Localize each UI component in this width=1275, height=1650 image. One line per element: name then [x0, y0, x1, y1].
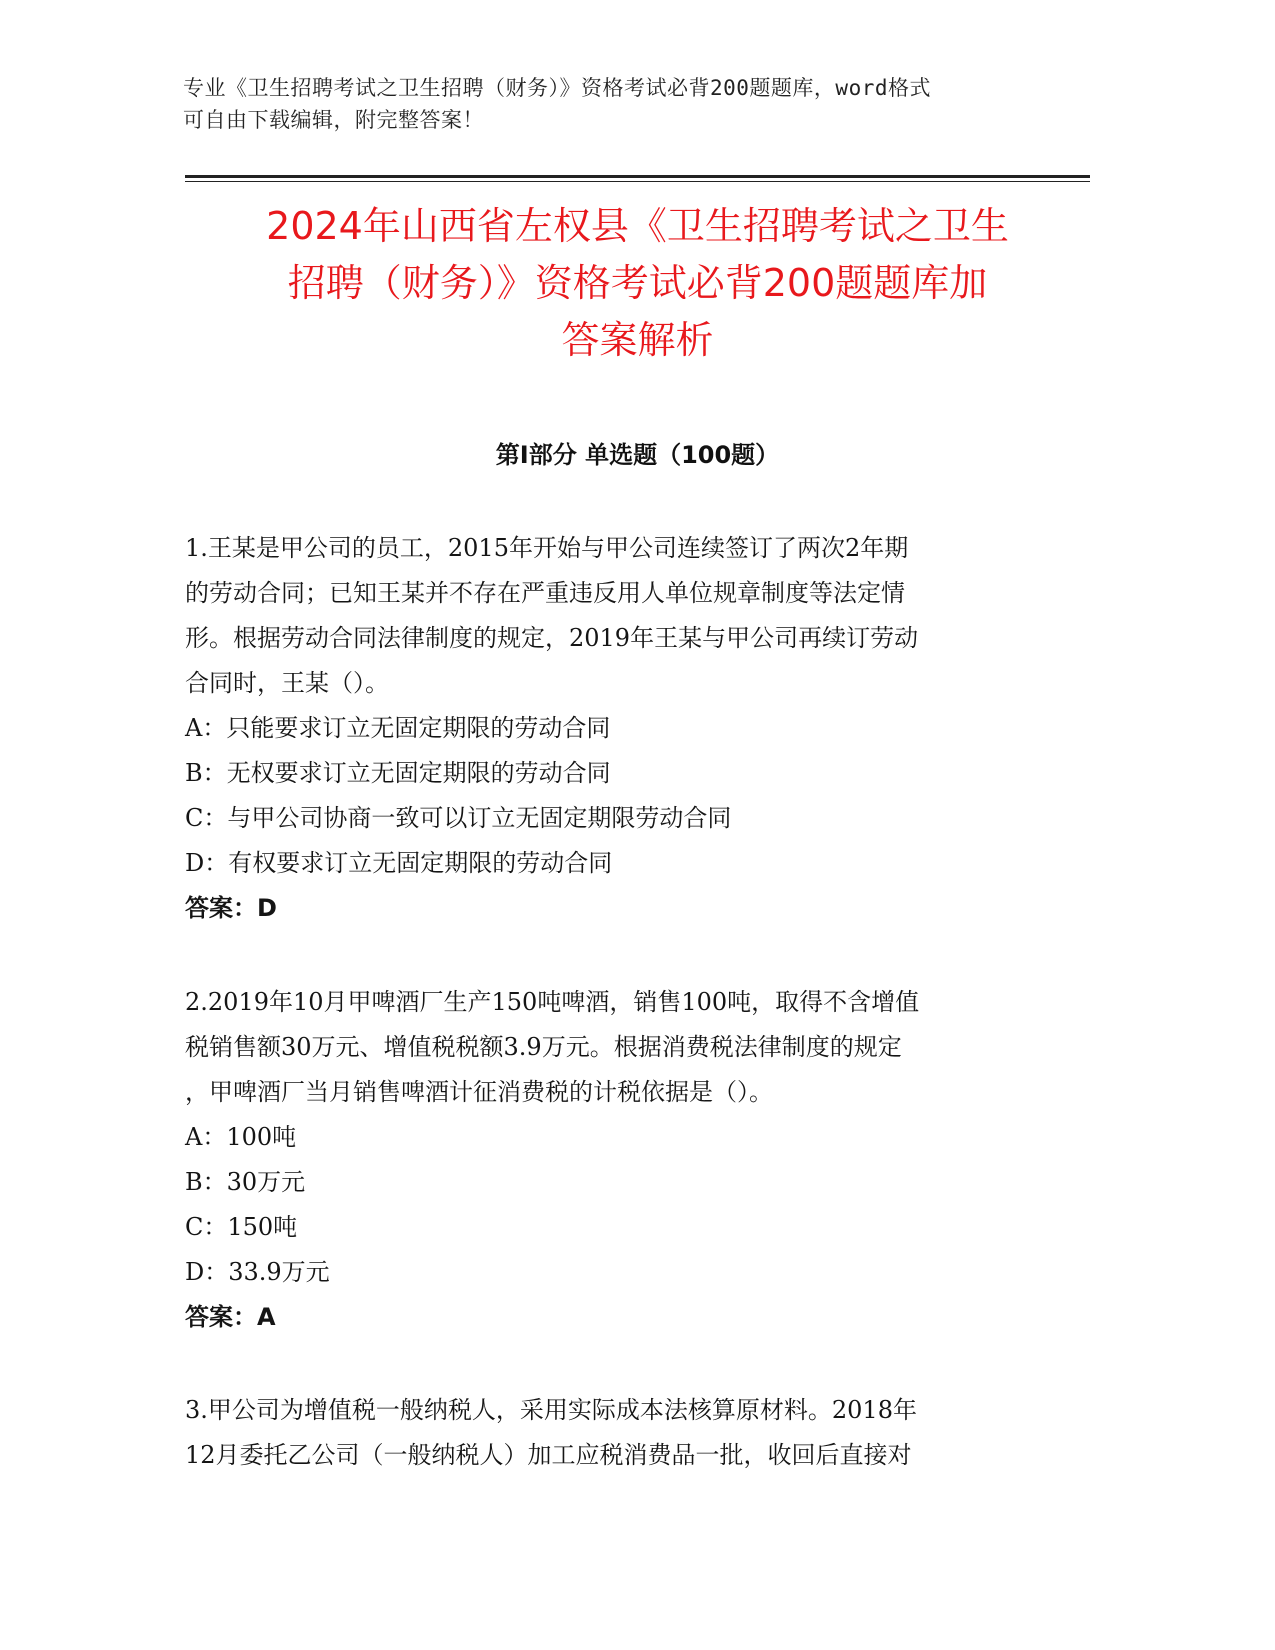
option-d: D：33.9万元	[185, 1258, 330, 1286]
answer-line: 答案：D	[185, 894, 277, 922]
option-c: C：与甲公司协商一致可以订立无固定期限劳动合同	[185, 804, 732, 832]
answer-line: 答案：A	[185, 1303, 276, 1331]
document-title	[100, 198, 1175, 369]
section-heading: 第I部分 单选题（100题）	[495, 441, 780, 469]
header-note-line-2: 可自由下载编辑，附完整答案！	[183, 108, 484, 132]
option-b: B：无权要求订立无固定期限的劳动合同	[185, 759, 611, 787]
question-stem-line: 1.王某是甲公司的员工，2015年开始与甲公司连续签订了两次2年期	[185, 534, 909, 562]
question-stem-line: 合同时，王某（）。	[185, 669, 389, 697]
question-stem-line: 税销售额30万元、增值税税额3.9万元。根据消费税法律制度的规定	[185, 1033, 902, 1061]
question-block	[185, 1388, 1085, 1478]
option-c: C：150吨	[185, 1213, 298, 1241]
option-a: A：只能要求订立无固定期限的劳动合同	[185, 714, 611, 742]
option-a: A：100吨	[185, 1123, 297, 1151]
header-divider-thick	[185, 175, 1090, 178]
question-stem-line: 2.2019年10月甲啤酒厂生产150吨啤酒，销售100吨，取得不含增值	[185, 988, 920, 1016]
header-note-line-1: 专业《卫生招聘考试之卫生招聘（财务）》资格考试必背200题题库，word格式	[183, 76, 931, 100]
question-stem-line: 的劳动合同；已知王某并不存在严重违反用人单位规章制度等法定情	[185, 579, 905, 607]
header-divider-thin	[185, 181, 1090, 182]
option-b: B：30万元	[185, 1168, 306, 1196]
title-line-2: 招聘（财务）》资格考试必背200题题库加	[287, 261, 988, 305]
header-note	[183, 72, 1083, 136]
option-d: D：有权要求订立无固定期限的劳动合同	[185, 849, 613, 877]
question-stem-line: 12月委托乙公司（一般纳税人）加工应税消费品一批，收回后直接对	[185, 1441, 912, 1469]
question-stem-line: ，甲啤酒厂当月销售啤酒计征消费税的计税依据是（）。	[185, 1078, 773, 1106]
question-block	[185, 980, 1085, 1340]
title-line-1: 2024年山西省左权县《卫生招聘考试之卫生	[266, 204, 1009, 248]
question-stem-line: 形。根据劳动合同法律制度的规定，2019年王某与甲公司再续订劳动	[185, 624, 919, 652]
question-block	[185, 526, 1085, 931]
question-stem-line: 3.甲公司为增值税一般纳税人，采用实际成本法核算原材料。2018年	[185, 1396, 917, 1424]
title-line-3: 答案解析	[561, 318, 714, 362]
